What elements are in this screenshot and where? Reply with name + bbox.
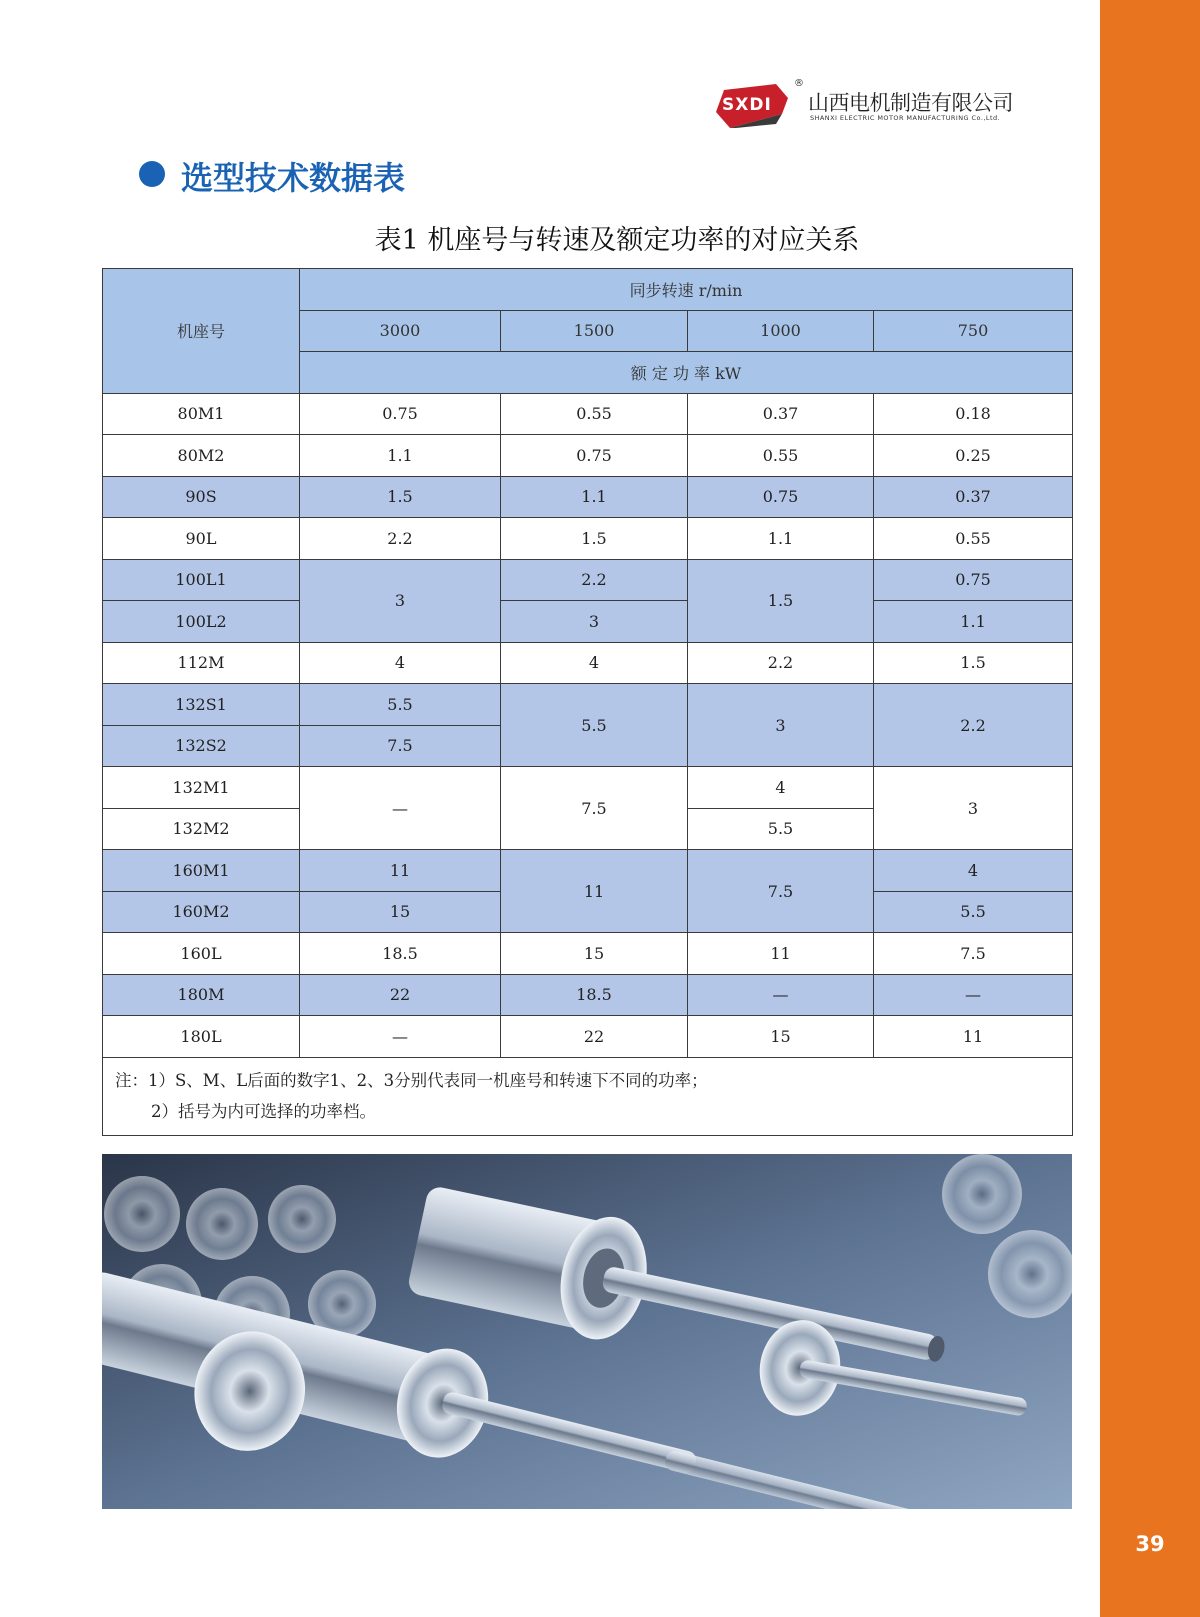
power-cell: 3	[300, 559, 501, 642]
speed-1500: 1500	[501, 310, 688, 352]
power-header: 额 定 功 率 kW	[300, 352, 1073, 394]
sxdi-logo-mark	[716, 84, 788, 128]
power-cell: 11	[300, 850, 501, 892]
power-cell: 15	[300, 891, 501, 933]
power-cell: 11	[874, 1016, 1073, 1058]
frame-cell: 180M	[103, 974, 300, 1016]
power-cell: 1.1	[300, 435, 501, 477]
power-cell: 5.5	[501, 684, 688, 767]
power-cell: 7.5	[688, 850, 874, 933]
page-number: 39	[1135, 1532, 1165, 1556]
speed-750: 750	[874, 310, 1073, 352]
power-cell: 7.5	[300, 725, 501, 767]
power-cell: 7.5	[501, 767, 688, 850]
power-cell: 5.5	[688, 808, 874, 850]
frame-cell: 180L	[103, 1016, 300, 1058]
frame-power-table	[102, 268, 1073, 1136]
power-cell: 1.1	[501, 476, 688, 518]
power-cell: 5.5	[300, 684, 501, 726]
company-name-en: SHANXI ELECTRIC MOTOR MANUFACTURING Co.,Ltd.	[810, 114, 1001, 122]
power-cell: 2.2	[300, 518, 501, 560]
svg-text:SXDI: SXDI	[722, 95, 772, 115]
power-cell: 0.55	[501, 393, 688, 435]
frame-cell: 100L1	[103, 559, 300, 601]
power-cell: 3	[874, 767, 1073, 850]
frame-cell: 160M1	[103, 850, 300, 892]
power-cell: 3	[688, 684, 874, 767]
power-cell: 15	[501, 933, 688, 975]
company-logo	[716, 78, 1016, 130]
power-cell: 4	[501, 642, 688, 684]
power-cell: 2.2	[501, 559, 688, 601]
table-row	[103, 684, 1073, 726]
table-row	[103, 559, 1073, 601]
power-cell: 2.2	[688, 642, 874, 684]
table-row	[103, 642, 1073, 684]
table-row	[103, 850, 1073, 892]
power-cell: 1.5	[501, 518, 688, 560]
power-cell: 11	[688, 933, 874, 975]
power-cell: 22	[300, 974, 501, 1016]
frame-cell: 112M	[103, 642, 300, 684]
table-title: 表1 机座号与转速及额定功率的对应关系	[374, 225, 860, 256]
frame-cell: 132S2	[103, 725, 300, 767]
note-line-2: 2）括号为内可选择的功率档。	[151, 1102, 376, 1121]
speed-header: 同步转速 r/min	[300, 269, 1073, 311]
frame-cell: 160L	[103, 933, 300, 975]
power-cell: 3	[501, 601, 688, 643]
power-cell: 5.5	[874, 891, 1073, 933]
frame-cell: 90S	[103, 476, 300, 518]
table-row	[103, 393, 1073, 435]
speed-3000: 3000	[300, 310, 501, 352]
frame-cell: 132M1	[103, 767, 300, 809]
table-row	[103, 1016, 1073, 1058]
power-cell: 18.5	[501, 974, 688, 1016]
power-cell: 0.18	[874, 393, 1073, 435]
rotor-shafts-illustration	[102, 1154, 1072, 1509]
power-cell: 4	[300, 642, 501, 684]
motor-rotors-photo	[102, 1154, 1072, 1509]
power-cell: 2.2	[874, 684, 1073, 767]
frame-cell: 90L	[103, 518, 300, 560]
frame-cell: 160M2	[103, 891, 300, 933]
frame-cell: 80M1	[103, 393, 300, 435]
registered-mark: ®	[794, 78, 804, 89]
power-cell: 0.55	[874, 518, 1073, 560]
power-cell: 0.55	[688, 435, 874, 477]
power-cell: —	[688, 974, 874, 1016]
table-row	[103, 435, 1073, 477]
power-cell: 0.75	[688, 476, 874, 518]
table-row	[103, 476, 1073, 518]
table-row	[103, 601, 1073, 643]
table-note	[103, 1057, 1073, 1135]
note-line-1: 注：1）S、M、L后面的数字1、2、3分别代表同一机座号和转速下不同的功率；	[115, 1071, 708, 1090]
frame-header: 机座号	[103, 269, 300, 394]
power-cell: 1.5	[300, 476, 501, 518]
frame-cell: 132M2	[103, 808, 300, 850]
frame-cell: 132S1	[103, 684, 300, 726]
section-bullet-icon	[139, 161, 165, 187]
table-row	[103, 933, 1073, 975]
section-title: 选型技术数据表	[181, 159, 406, 197]
power-cell: 1.5	[874, 642, 1073, 684]
power-cell: —	[874, 974, 1073, 1016]
power-cell: 22	[501, 1016, 688, 1058]
speed-1000: 1000	[688, 310, 874, 352]
power-cell: 1.5	[688, 559, 874, 642]
power-cell: 1.1	[688, 518, 874, 560]
power-cell: 15	[688, 1016, 874, 1058]
company-name-cn: 山西电机制造有限公司	[808, 91, 1013, 115]
power-cell: 18.5	[300, 933, 501, 975]
power-cell: —	[300, 1016, 501, 1058]
power-cell: 0.75	[300, 393, 501, 435]
power-cell: 0.37	[874, 476, 1073, 518]
table-row	[103, 767, 1073, 809]
power-cell: —	[300, 767, 501, 850]
power-cell: 7.5	[874, 933, 1073, 975]
power-cell: 0.25	[874, 435, 1073, 477]
power-cell: 4	[688, 767, 874, 809]
table-row	[103, 974, 1073, 1016]
power-cell: 4	[874, 850, 1073, 892]
table-row	[103, 518, 1073, 560]
power-cell: 0.75	[501, 435, 688, 477]
power-cell: 0.75	[874, 559, 1073, 601]
power-cell: 0.37	[688, 393, 874, 435]
frame-cell: 80M2	[103, 435, 300, 477]
frame-cell: 100L2	[103, 601, 300, 643]
power-cell: 11	[501, 850, 688, 933]
power-cell: 1.1	[874, 601, 1073, 643]
